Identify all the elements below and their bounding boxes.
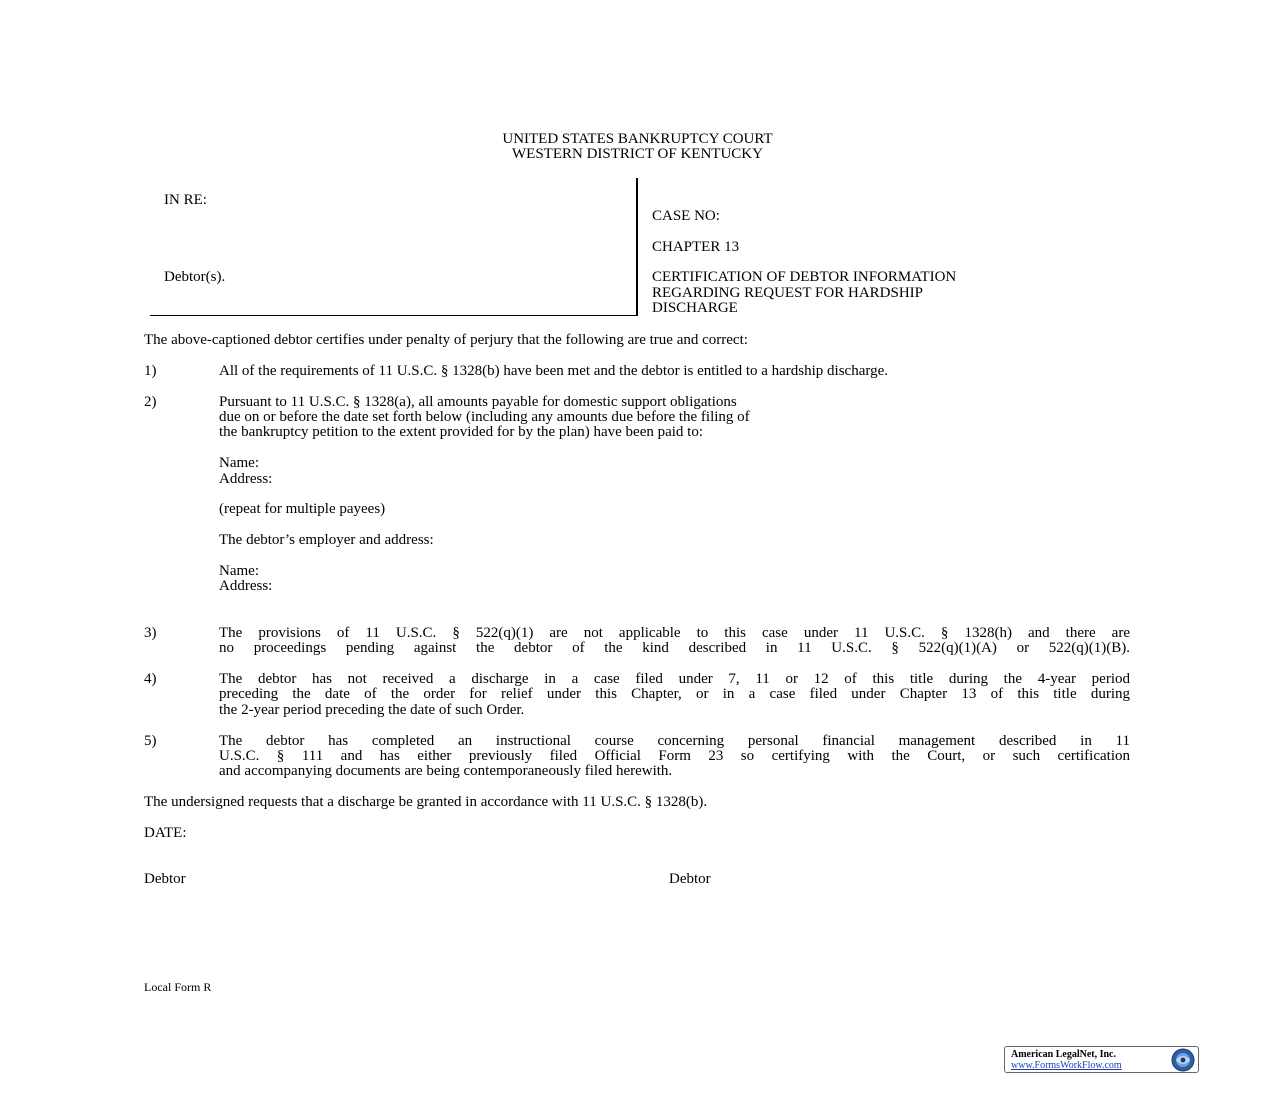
debtors-label: Debtor(s). [164, 269, 226, 285]
item-5-number: 5) [144, 733, 157, 749]
debtor-signature-label-left: Debtor [144, 871, 186, 887]
date-label: DATE: [144, 825, 187, 841]
chapter-label: CHAPTER 13 [652, 239, 740, 255]
local-form-label: Local Form R [144, 980, 212, 994]
item-1-number: 1) [144, 363, 157, 379]
item-5-line-1: The debtor has completed an instructional course concerning personal financial management described in 11 [219, 733, 1130, 749]
item-4-line-1: The debtor has not received a discharge in a case filed under 7, 11 or 12 of this title during the 4-year period [219, 671, 1130, 687]
document-title-line-1: CERTIFICATION OF DEBTOR INFORMATION [652, 269, 957, 285]
in-re-label: IN RE: [164, 192, 207, 208]
certification-intro: The above-captioned debtor certifies under penalty of perjury that the following are true and correct: [144, 332, 748, 348]
item-3-line-1: The provisions of 11 U.S.C. § 522(q)(1) are not applicable to this case under 11 U.S.C. § 1328(h) and there are [219, 625, 1130, 641]
payee-address-label: Address: [219, 471, 273, 487]
district-name: WESTERN DISTRICT OF KENTUCKY [512, 146, 763, 162]
discharge-request: The undersigned requests that a discharge be granted in accordance with 11 U.S.C. § 1328(b). [144, 794, 708, 810]
employer-name-label: Name: [219, 563, 259, 579]
repeat-payees-note: (repeat for multiple payees) [219, 501, 386, 517]
document-title-line-2: REGARDING REQUEST FOR HARDSHIP [652, 285, 924, 301]
employer-address-label: Address: [219, 578, 273, 594]
item-2-number: 2) [144, 394, 157, 410]
caption-vertical-divider [636, 178, 638, 316]
item-2-line-2: due on or before the date set forth below (including any amounts due before the filing of [219, 409, 750, 425]
item-4-line-2: preceding the date of the order for relief under this Chapter, or in a case filed under Chapter 13 of this title during [219, 686, 1130, 702]
caption-bottom-rule [150, 315, 637, 316]
item-4-line-3: the 2-year period preceding the date of such Order. [219, 702, 525, 718]
badge-url-link[interactable]: www.FormsWorkFlow.com [1011, 1060, 1122, 1071]
item-2-line-3: the bankruptcy petition to the extent provided for by the plan) have been paid to: [219, 424, 704, 440]
case-no-label: CASE NO: [652, 208, 720, 224]
item-1-text: All of the requirements of 11 U.S.C. § 1328(b) have been met and the debtor is entitled to a hardship discharge. [219, 363, 889, 379]
globe-logo-icon [1171, 1048, 1195, 1072]
american-legalnet-badge[interactable] [1004, 1046, 1199, 1073]
item-5-line-3: and accompanying documents are being contemporaneously filed herewith. [219, 763, 673, 779]
debtor-signature-label-right: Debtor [669, 871, 711, 887]
item-4-number: 4) [144, 671, 157, 687]
employer-label: The debtor’s employer and address: [219, 532, 434, 548]
payee-name-label: Name: [219, 455, 259, 471]
court-name: UNITED STATES BANKRUPTCY COURT [502, 131, 773, 147]
item-5-line-2: U.S.C. § 111 and has either previously filed Official Form 23 so certifying with the Court, or such certification [219, 748, 1130, 764]
item-3-line-2: no proceedings pending against the debtor of the kind described in 11 U.S.C. § 522(q)(1)(A) or 522(q)(1)(B). [219, 640, 1130, 656]
item-2-line-1: Pursuant to 11 U.S.C. § 1328(a), all amounts payable for domestic support obligations [219, 394, 737, 410]
badge-company-name: American LegalNet, Inc. [1011, 1049, 1116, 1060]
item-3-number: 3) [144, 625, 157, 641]
document-title-line-3: DISCHARGE [652, 300, 738, 316]
